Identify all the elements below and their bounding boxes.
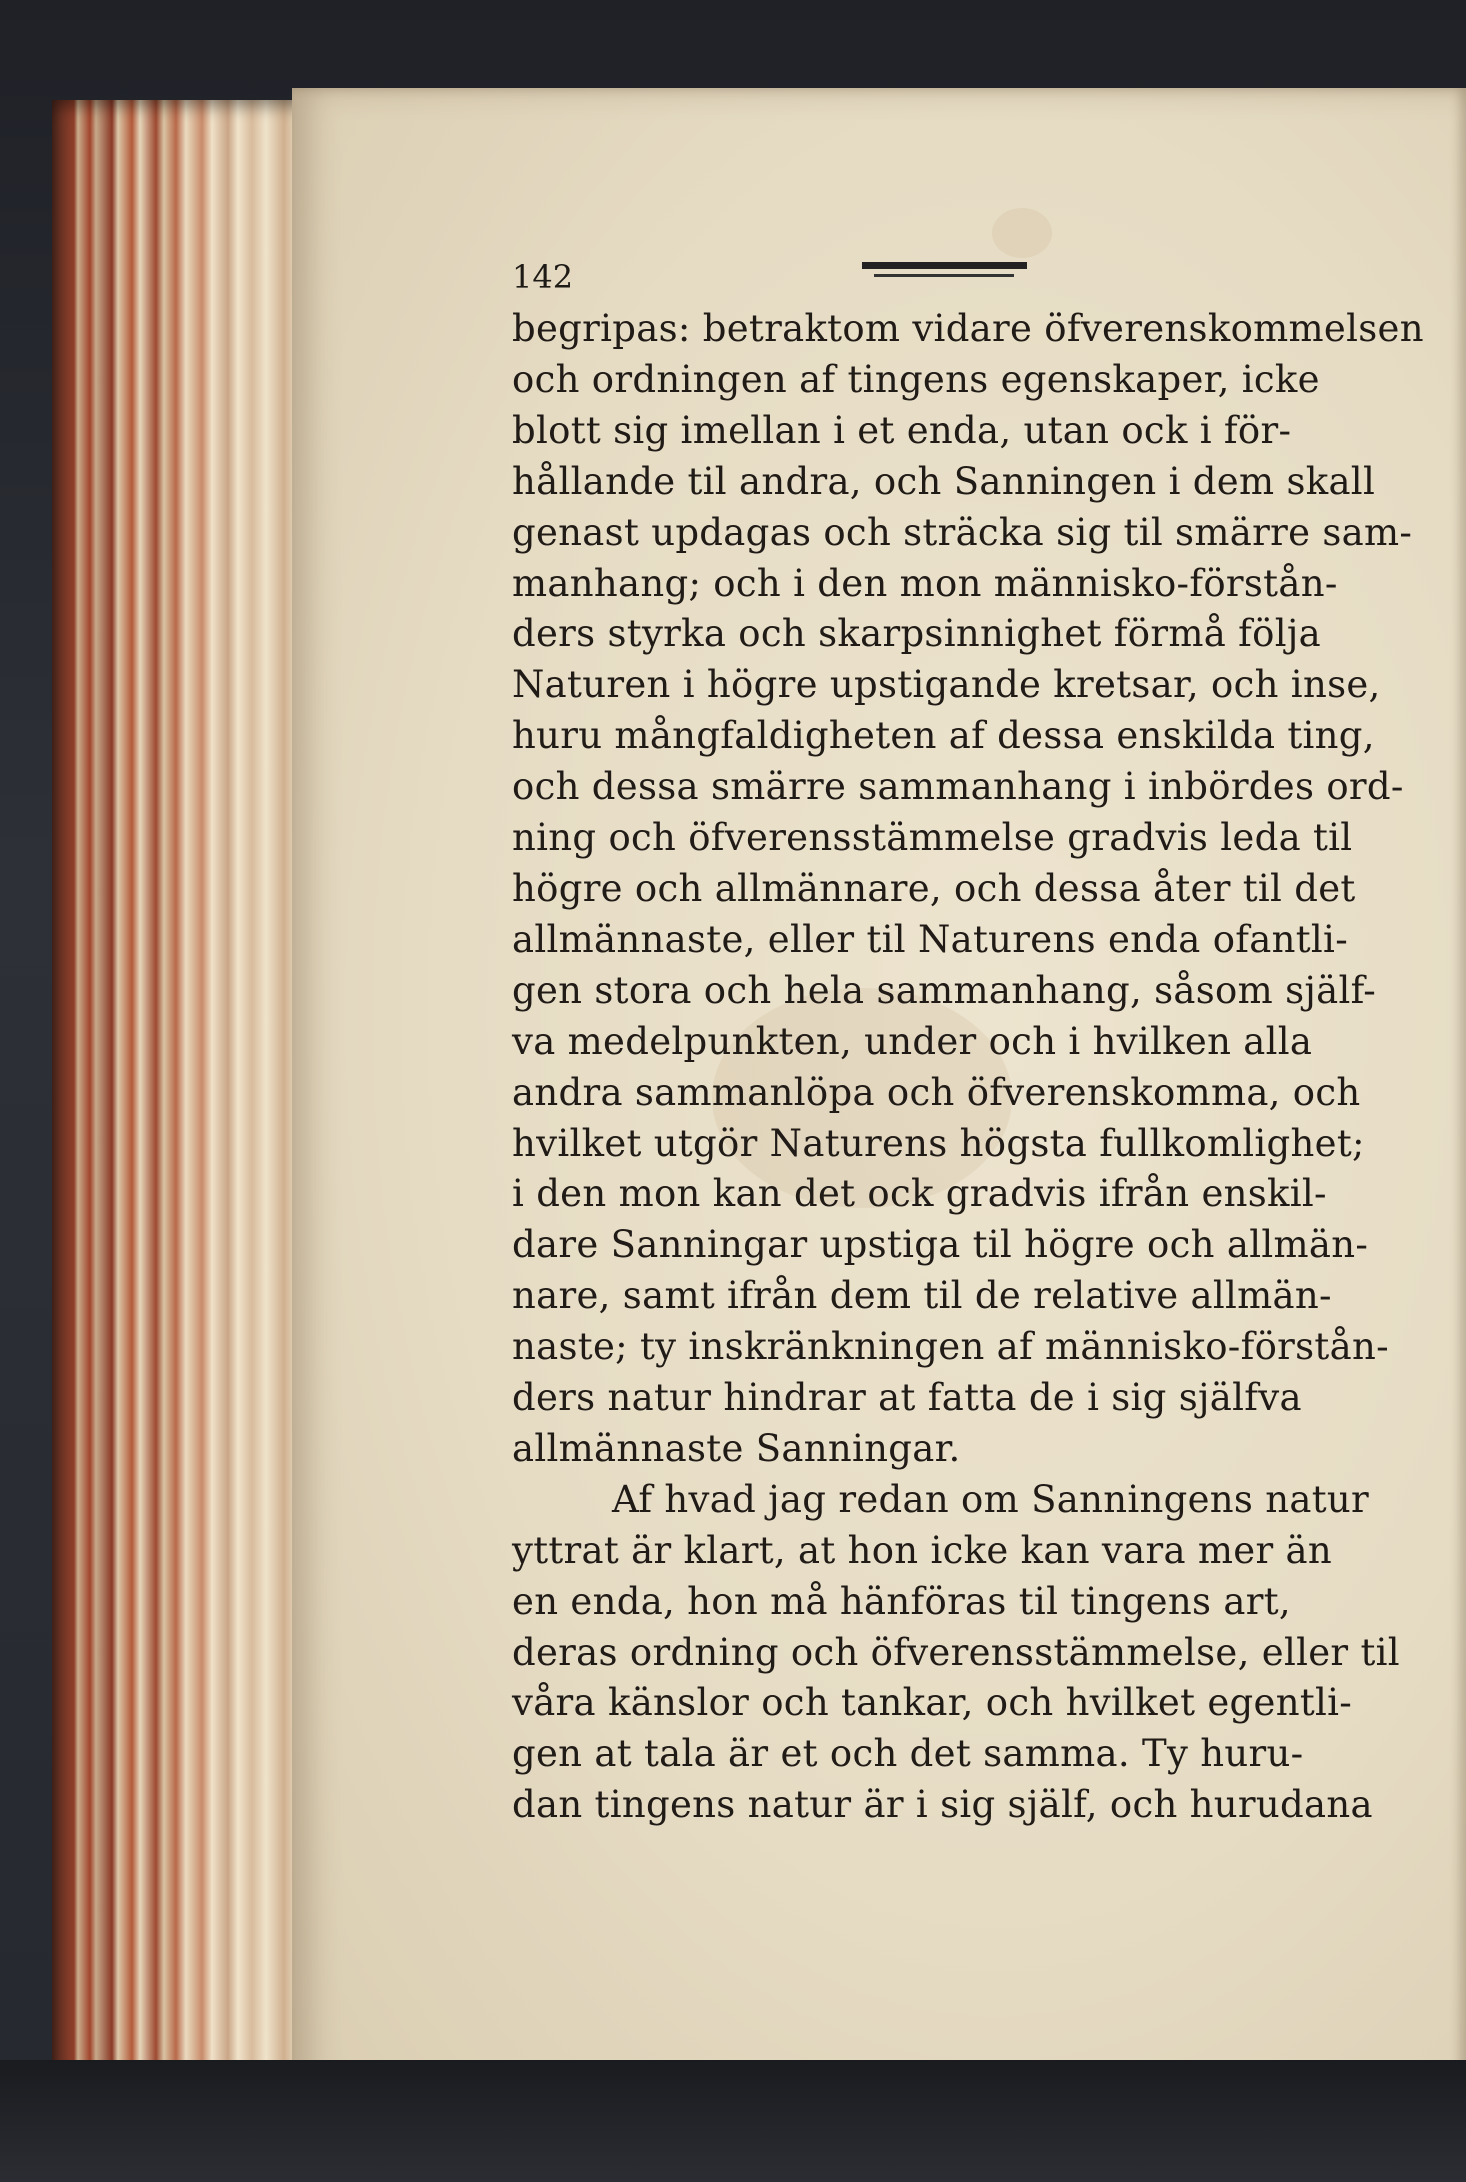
text-line: yttrat är klart, at hon icke kan vara mer än — [512, 1528, 1332, 1572]
text-line: en enda, hon må hänföras til tingens art, — [512, 1579, 1291, 1623]
text-line: huru mångfaldigheten af dessa enskilda ting, — [512, 714, 1375, 758]
text-line: deras ordning och öfverensstämmelse, eller til — [512, 1630, 1400, 1674]
text-line: ders natur hindrar at fatta de i sig själfva — [512, 1376, 1302, 1420]
text-line: dare Sanningar upstiga til högre och allmän- — [512, 1223, 1369, 1267]
text-line: hållande til andra, och Sanningen i dem skall — [512, 459, 1376, 503]
text-line: ning och öfverensstämmelse gradvis leda til — [512, 816, 1353, 860]
text-line: nare, samt ifrån dem til de relative allmän- — [512, 1274, 1332, 1318]
text-line: våra känslor och tankar, och hvilket egentli- — [512, 1681, 1353, 1725]
paper-stain — [992, 208, 1052, 258]
text-line: allmännaste, eller til Naturens enda ofantli- — [512, 917, 1348, 961]
body-text — [512, 304, 1457, 1831]
text-line: i den mon kan det ock gradvis ifrån enskil- — [512, 1172, 1327, 1216]
text-line: allmännaste Sanningar. — [512, 1426, 961, 1470]
text-line: begripas: betraktom vidare öfverenskommelsen — [512, 307, 1424, 350]
text-line: dan tingens natur är i sig själf, och hurudana — [512, 1783, 1373, 1827]
text-line: och ordningen af tingens egenskaper, icke — [512, 357, 1320, 401]
text-line: naste; ty inskränkningen af människo-förstån- — [512, 1325, 1389, 1369]
text-line: och dessa smärre sammanhang i inbördes ord- — [512, 765, 1404, 809]
text-line: va medelpunkten, under och i hvilken alla — [512, 1019, 1313, 1063]
page-number: 142 — [512, 258, 574, 296]
text-line: andra sammanlöpa och öfverenskomma, och — [512, 1070, 1361, 1114]
text-line: Af hvad jag redan om Sanningens natur — [612, 1477, 1370, 1521]
book-page — [292, 88, 1466, 2146]
book — [52, 88, 1466, 2148]
page-edges — [52, 100, 312, 2140]
header-rule-ornament — [862, 256, 1027, 284]
text-line: gen stora och hela sammanhang, såsom själf- — [512, 968, 1377, 1012]
text-line: manhang; och i den mon människo-förstån- — [512, 561, 1338, 605]
text-line: genast updagas och sträcka sig til smärre sam- — [512, 510, 1413, 554]
text-line: gen at tala är et och det samma. Ty huru- — [512, 1732, 1304, 1776]
text-line: blott sig imellan i et enda, utan ock i för- — [512, 408, 1292, 452]
text-line: Naturen i högre upstigande kretsar, och inse, — [512, 663, 1381, 707]
book-cover-bottom — [0, 2060, 1466, 2182]
text-line: ders styrka och skarpsinnighet förmå följa — [512, 612, 1321, 656]
text-line: högre och allmännare, och dessa åter til det — [512, 866, 1356, 910]
text-line: hvilket utgör Naturens högsta fullkomlighet; — [512, 1121, 1365, 1165]
